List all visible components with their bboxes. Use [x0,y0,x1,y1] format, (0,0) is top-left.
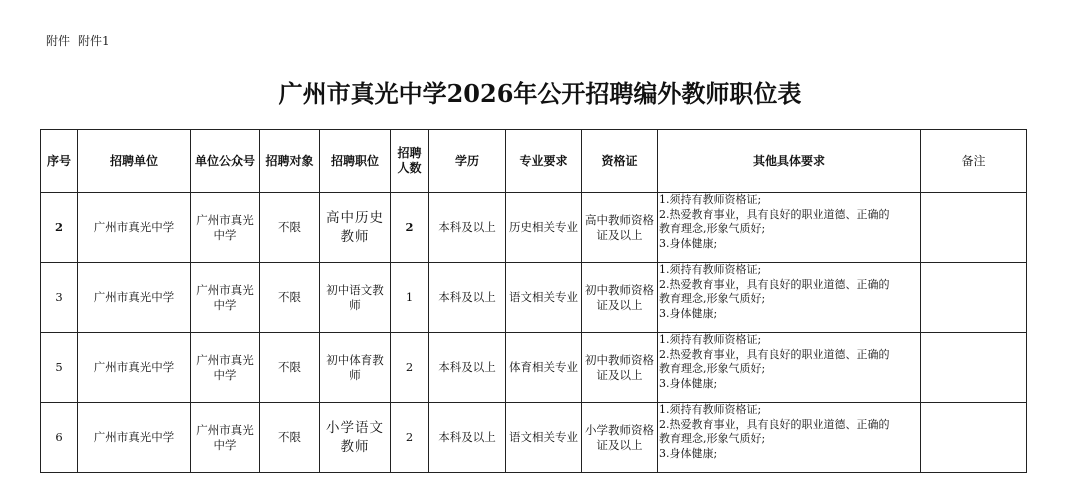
cell-target: 不限 [260,263,320,333]
table-row [41,263,1027,333]
cell-requirements [658,403,921,473]
cell-requirements [658,333,921,403]
cell-requirements [658,193,921,263]
requirement-line: 2.热爱教育事业，具有良好的职业道德、正确的 [659,417,890,431]
col-header-account: 单位公众号 [191,130,260,193]
cell-cert: 初中教师资格证及以上 [582,263,658,333]
table-row [41,333,1027,403]
col-header-target: 招聘对象 [260,130,320,193]
cell-unit: 广州市真光中学 [78,193,191,263]
attachment-label-a: 附件 [46,34,71,48]
cell-position: 初中语文教师 [320,263,391,333]
cell-target: 不限 [260,403,320,473]
requirement-line: 2.热爱教育事业，具有良好的职业道德、正确的 [659,347,890,361]
cell-position: 初中体育教师 [320,333,391,403]
cell-cert: 小学教师资格证及以上 [582,403,658,473]
page-title: 广州市真光中学2026年公开招聘编外教师职位表 [278,79,802,108]
col-header-remark: 备注 [921,130,1027,193]
cell-account: 广州市真光中学 [191,263,260,333]
col-header-position: 招聘职位 [320,130,391,193]
cell-major: 语文相关专业 [506,403,582,473]
requirement-line: 3.身体健康; [659,236,718,250]
positions-table [40,129,1027,473]
requirement-line: 1.须持有教师资格证; [659,403,762,416]
requirement-line: 教育理念,形象气质好; [659,362,766,375]
cell-no: 5 [41,333,78,403]
cell-major: 体育相关专业 [506,333,582,403]
requirement-line: 1.须持有教师资格证; [659,263,762,276]
cell-position: 高中历史教师 [320,193,391,263]
header-row [41,130,1027,193]
cell-target: 不限 [260,193,320,263]
table-row [41,403,1027,473]
cell-cert: 初中教师资格证及以上 [582,333,658,403]
requirement-line: 教育理念,形象气质好; [659,292,766,305]
requirement-line: 3.身体健康; [659,306,718,320]
cell-remark [921,263,1027,333]
requirement-line: 1.须持有教师资格证; [659,333,762,346]
cell-remark [921,333,1027,403]
cell-education: 本科及以上 [429,333,506,403]
cell-no: 2 [41,193,78,263]
cell-target: 不限 [260,333,320,403]
table-row [41,193,1027,263]
cell-count: 2 [391,333,429,403]
attachment-label [46,32,110,49]
cell-major: 历史相关专业 [506,193,582,263]
cell-remark [921,193,1027,263]
cell-count: 2 [391,193,429,263]
col-header-unit: 招聘单位 [78,130,191,193]
requirement-line: 1.须持有教师资格证; [659,193,762,206]
col-header-education: 学历 [429,130,506,193]
cell-education: 本科及以上 [429,263,506,333]
attachment-label-b: 附件1 [78,34,110,48]
col-header-no: 序号 [41,130,78,193]
cell-account: 广州市真光中学 [191,193,260,263]
col-header-cert: 资格证 [582,130,658,193]
requirement-line: 2.热爱教育事业，具有良好的职业道德、正确的 [659,277,890,291]
col-header-requirements: 其他具体要求 [658,130,921,193]
cell-no: 6 [41,403,78,473]
requirement-line: 2.热爱教育事业，具有良好的职业道德、正确的 [659,207,890,221]
cell-no: 3 [41,263,78,333]
requirement-line: 3.身体健康; [659,446,718,460]
cell-requirements [658,263,921,333]
cell-position: 小学语文教师 [320,403,391,473]
cell-remark [921,403,1027,473]
col-header-count: 招聘人数 [391,130,429,193]
cell-education: 本科及以上 [429,193,506,263]
col-header-major: 专业要求 [506,130,582,193]
cell-education: 本科及以上 [429,403,506,473]
requirement-line: 教育理念,形象气质好; [659,432,766,445]
requirement-line: 3.身体健康; [659,376,718,390]
cell-count: 1 [391,263,429,333]
cell-unit: 广州市真光中学 [78,333,191,403]
cell-account: 广州市真光中学 [191,333,260,403]
cell-unit: 广州市真光中学 [78,263,191,333]
cell-cert: 高中教师资格证及以上 [582,193,658,263]
cell-major: 语文相关专业 [506,263,582,333]
requirement-line: 教育理念,形象气质好; [659,222,766,235]
cell-count: 2 [391,403,429,473]
cell-account: 广州市真光中学 [191,403,260,473]
cell-unit: 广州市真光中学 [78,403,191,473]
